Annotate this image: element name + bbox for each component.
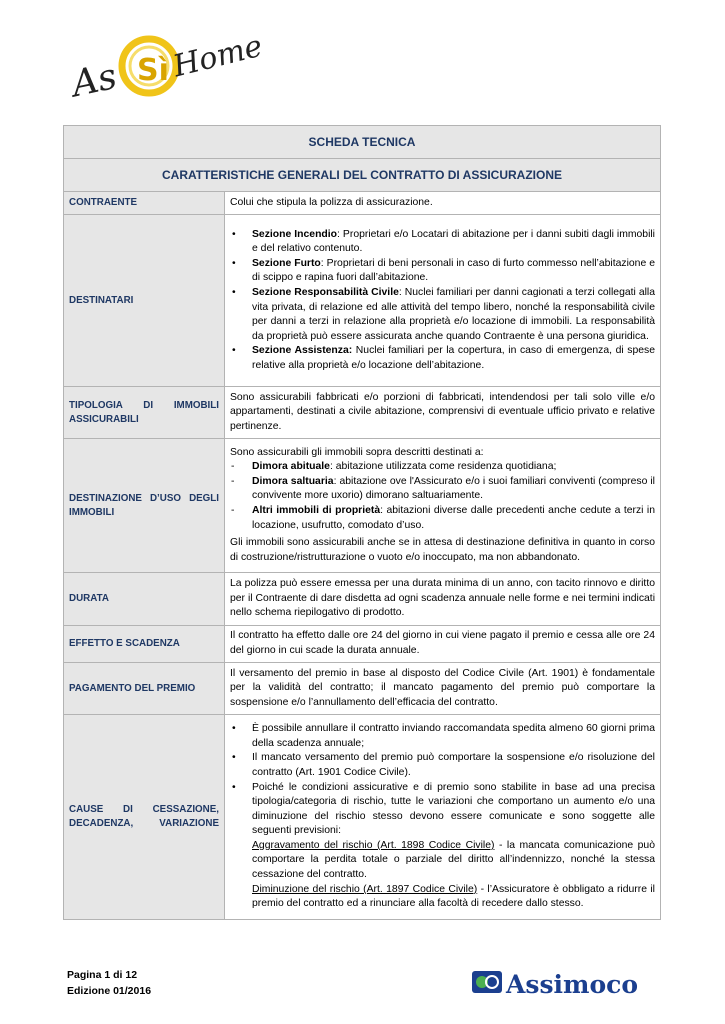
- table-subtitle: CARATTERISTICHE GENERALI DEL CONTRATTO DI ASSICURAZIONE: [64, 159, 661, 192]
- svg-text:As: As: [68, 55, 121, 106]
- value-destinazione: Sono assicurabili gli immobili sopra descritti destinati a: - Dimora abituale: abitazione utilizzata come residenza quotidiana; - Dimora saltuaria: abitazione ove l'Assicurato e/o i suoi familiari conviventi (compreso il convivente more uxorio) dimorano saltuariamente. - Altri immobili di proprietà: abitazioni diverse dalle precedenti anche cedute a terzi in locazione, usufrutto, comodato d’uso. Gli immobili sono assicurabili anche se in attesa di destinazione definitiva in quanto in corso di costruzione/ristrutturazione o vuoto e/o inoccupato, ma non abbandonato.: [225, 439, 661, 573]
- label-cause: CAUSE DI CESSAZIONE, DECADENZA, VARIAZIONE: [64, 715, 225, 920]
- value-destinatari: [225, 215, 661, 387]
- svg-text:Sì: Sì: [137, 53, 169, 88]
- list-item: • Sezione Furto: Proprietari di beni personali in caso di furto commesso nell’abitazione e di scippo e rapina fuori dall’abitazione.: [230, 257, 655, 286]
- label-pagamento: PAGAMENTO DEL PREMIO: [64, 663, 225, 715]
- edition: Edizione 01/2016: [67, 985, 152, 997]
- table-title: SCHEDA TECNICA: [64, 126, 661, 159]
- list-item: • Il mancato versamento del premio può comportare la sospensione e/o risoluzione del contratto (Art. 1901 Codice Civile).: [230, 751, 655, 780]
- page-number: Pagina 1 di 12: [67, 969, 138, 981]
- row-destinatari: [64, 215, 661, 387]
- value-tipologia: Sono assicurabili fabbricati e/o porzioni di fabbricati, intendendosi per tali solo ville e/o appartamenti, destinati a civile abitazione, comprensivi di eventuale ufficio privato e relative pertinenze.: [225, 387, 661, 439]
- value-contraente: Colui che stipula la polizza di assicurazione.: [225, 192, 661, 215]
- list-item: - Dimora saltuaria: abitazione ove l'Assicurato e/o i suoi familiari conviventi (compreso il convivente more uxorio) dimorano saltuariamente.: [230, 475, 655, 504]
- list-item: • Poiché le condizioni assicurative e di premio sono stabilite in base ad una precisa tipologia/categoria di rischio, tutte le variazioni che comportano un aumento e/o una diminuzione del rischio stesso devono essere comunicate e sono soggette alle seguenti previsioni: Aggravamento del rischio (Art. 1898 Codice Civile) - la mancata comunicazione può comportare la perdita totale o parziale del diritto all’indennizzo, nonché la stessa cessazione del contratto. Diminuzione del rischio (Art. 1897 Codice Civile) - l’Assicuratore è obbligato a ridurre il premio del contratto ed a rinunciare alla facoltà di recedere dallo stesso.: [230, 781, 655, 912]
- assihome-logo: [66, 26, 266, 108]
- list-item: • Sezione Incendio: Proprietari e/o Locatari di abitazione per i danni subiti dagli immobili e del relativo contenuto.: [230, 228, 655, 257]
- row-destinazione: [64, 439, 661, 573]
- list-item: • Sezione Responsabilità Civile: Nuclei familiari per danni cagionati a terzi collegati alla vita privata, di relazione ed alle attività del tempo libero, nonché la responsabilità civile per danni a terzi in relazione alla proprietà e/o locazione di immobili. La responsabilità da proprietà può essere assicurata anche quando Contraente è una persona giuridica.: [230, 286, 655, 344]
- list-item: - Altri immobili di proprietà: abitazioni diverse dalle precedenti anche cedute a terzi in locazione, usufrutto, comodato d’uso.: [230, 504, 655, 533]
- row-pagamento: [64, 663, 661, 715]
- label-durata: DURATA: [64, 573, 225, 626]
- value-pagamento: Il versamento del premio in base al disposto del Codice Civile (Art. 1901) è fondamentale per la validità del contratto; il mancato pagamento del premio può comportare la sospensione e/o l’annullamento dell’efficacia del contratto.: [225, 663, 661, 715]
- list-item: - Dimora abituale: abitazione utilizzata come residenza quotidiana;: [230, 460, 655, 475]
- svg-text:Home: Home: [169, 28, 266, 85]
- brand-name: Assimoco: [506, 970, 639, 999]
- label-destinatari: DESTINATARI: [64, 215, 225, 387]
- label-tipologia: TIPOLOGIA DI IMMOBILI ASSICURABILI: [64, 387, 225, 439]
- value-durata: La polizza può essere emessa per una durata minima di un anno, con tacito rinnovo e diritto per il Contraente di dare disdetta ad ogni scadenza annuale nelle forme e nei termini indicati nello schema riepilogativo di prodotto.: [225, 573, 661, 626]
- label-contraente: CONTRAENTE: [64, 192, 225, 215]
- row-cause: [64, 715, 661, 920]
- scheda-tecnica-table: [63, 125, 661, 920]
- page-footer: [67, 967, 151, 999]
- label-effetto: EFFETTO E SCADENZA: [64, 626, 225, 663]
- row-contraente: [64, 192, 661, 215]
- value-effetto: Il contratto ha effetto dalle ore 24 del giorno in cui viene pagato il premio e cessa alle ore 24 del giorno in cui scade la durata annuale.: [225, 626, 661, 663]
- row-effetto: [64, 626, 661, 663]
- list-item: • Sezione Assistenza: Nuclei familiari per la copertura, in caso di emergenza, di spese relative alla proprietà e/o locazione dell’abitazione.: [230, 344, 655, 373]
- row-durata: [64, 573, 661, 626]
- label-destinazione: DESTINAZIONE D’USO DEGLI IMMOBILI: [64, 439, 225, 573]
- assimoco-logo: [470, 962, 650, 1002]
- row-tipologia: [64, 387, 661, 439]
- list-item: • È possibile annullare il contratto inviando raccomandata spedita almeno 60 giorni prima della scadenza annuale;: [230, 722, 655, 751]
- value-cause: [225, 715, 661, 920]
